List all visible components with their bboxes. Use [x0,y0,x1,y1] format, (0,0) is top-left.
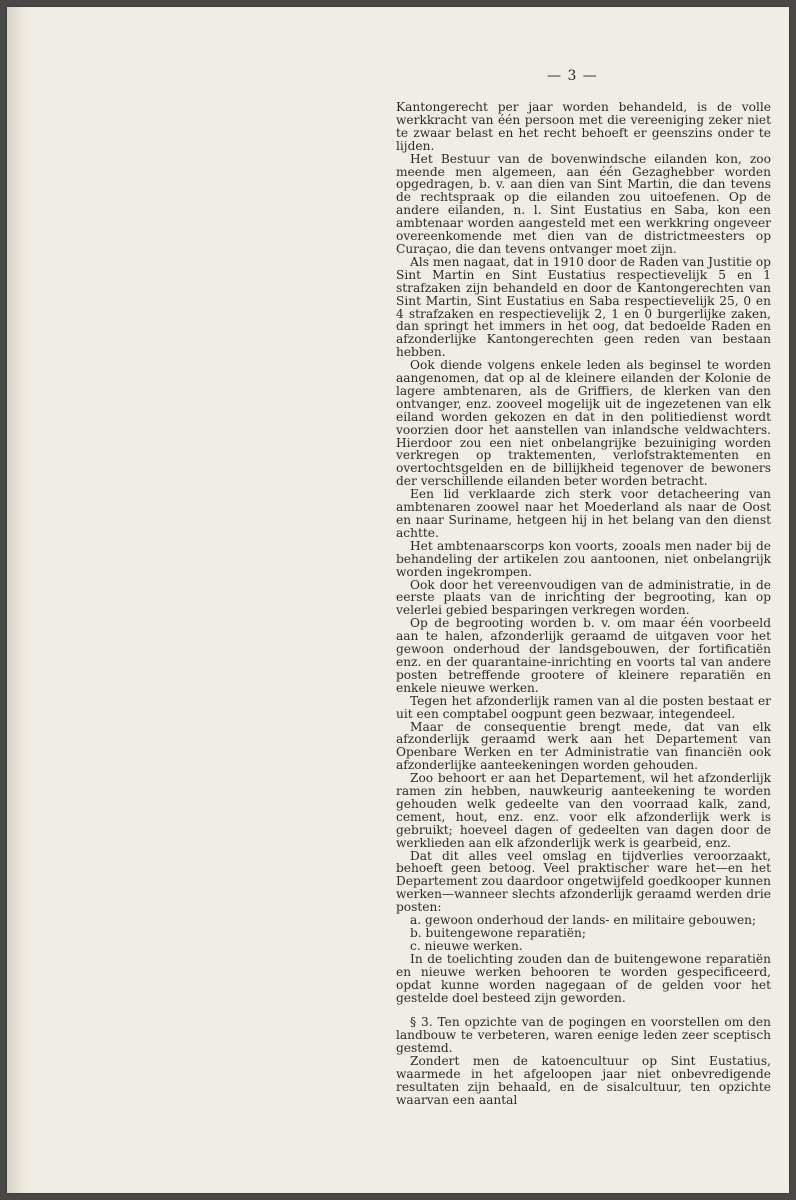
paragraph: Zoo behoort er aan het Departement, wil het afzonderlijk ramen zin hebben, nauwkeurig aanteekening te worden gehouden welk gedeelte van den voorraad kalk, zand, cement, hout, enz. enz. voor elk afzonderlijk werk is gebruikt; hoeveel dagen of gedeelten van dagen door de werklieden aan elk afzonderlijk werk is gearbeid, enz. [396,771,771,850]
paragraph: Een lid verklaarde zich sterk voor detacheering van ambtenaren zoowel naar het Moederland als naar de Oost en naar Suriname, hetgeen hij in het belang van den dienst achtte. [396,487,771,540]
paragraph: Tegen het afzonderlijk ramen van al die posten bestaat er uit een comptabel oogpunt geen bezwaar, integendeel. [396,693,771,721]
paragraph: Op de begrooting worden b. v. om maar één voorbeeld aan te halen, afzonderlijk geraamd de uitgaven voor het gewoon onderhoud der landsgebouwen, der fortificatiën enz. en der quarantaine-inrichting en voorts tal van andere posten betreffende grootere of kleinere reparatiën en enkele nieuwe werken. [396,616,771,695]
page-gutter [7,7,29,1193]
paragraph: Maar de consequentie brengt mede, dat van elk afzonderlijk geraamd werk aan het Departement van Openbare Werken en ter Administratie van financiën ook afzonderlijke aanteekeningen worden gehouden. [396,719,771,773]
paragraph: Zondert men de katoencultuur op Sint Eustatius, waarmede in het afgeloopen jaar niet onbevredigende resultaten zijn behaald, en de sisalcultuur, ten opzichte waarvan een aantal [396,1054,771,1107]
paragraph: Kantongerecht per jaar worden behandeld, is de volle werkkracht van één persoon met die vereeniging zeker niet te zwaar belast en het recht behoeft er geenszins onder te lijden. [396,100,771,153]
paragraph: Als men nagaat, dat in 1910 door de Raden van Justitie op Sint Martin en Sint Eustatius respectievelijk 5 en 1 strafzaken zijn behandeld en door de Kantongerechten van Sint Martin, Sint Eustatius en Saba respectievelijk 25, 0 en 4 strafzaken en respectievelijk 2, 1 en 0 burgerlijke zaken, dan springt het immers in het oog, dat bedoelde Raden en afzonderlijke Kantongerechten geen reden van bestaan hebben. [396,254,771,360]
page-number: — 3 — [547,68,598,84]
paragraph: Ook door het vereenvoudigen van de administratie, in de eerste plaats van de inrichting der begrooting, kan op velerlei gebied besparingen verkregen worden. [396,577,771,618]
paragraph: Dat dit alles veel omslag en tijdverlies veroorzaakt, behoeft geen betoog. Veel praktischer ware het—en het Departement zou daardoor ongetwijfeld goedkooper kunnen werken—wanneer slechts afzonderlijk geraamd werden drie posten: [396,848,771,915]
list-item: c. nieuwe werken. [410,938,523,953]
section-paragraph: § 3. Ten opzichte van de pogingen en voorstellen om den landbouw te verbeteren, waren eenige leden zeer sceptisch gestemd. [396,1015,771,1056]
paragraph: In de toelichting zouden dan de buitengewone reparatiën en nieuwe werken behooren te worden gespecificeerd, opdat kunne worden nagegaan of de gelden voor het gestelde doel besteed zijn geworden. [396,951,771,1005]
paragraph: Het ambtenaarscorps kon voorts, zooals men nader bij de behandeling der artikelen zou aantoonen, niet onbelangrijk worden ingekrompen. [396,538,771,579]
paragraph: Het Bestuur van de bovenwindsche eilanden kon, zoo meende men algemeen, aan één Gezaghebber worden opgedragen, b. v. aan dien van Sint Martin, die dan tevens de rechtspraak op die eilanden zou uitoefenen. Op de andere eilanden, n. l. Sint Eustatius en Saba, kon een ambtenaar worden aangesteld met een werkkring ongeveer overeenkomende met dien van de districtmeesters op Curaçao, die dan tevens ontvanger moet zijn. [396,151,771,256]
body-text [396,101,771,1107]
document-page [7,7,789,1193]
list-item: a. gewoon onderhoud der lands- en militaire gebouwen; [410,913,757,928]
paragraph: Ook diende volgens enkele leden als beginsel te worden aangenomen, dat op al de kleinere eilanden der Kolonie de lagere ambtenaren, als de Griffiers, de klerken van den ontvanger, enz. zooveel mogelijk uit de ingezetenen van elk eiland worden gekozen en dat in den politiedienst wordt voorzien door het aanstellen van inlandsche veldwachters. Hierdoor zou een niet onbelangrijke bezuiniging worden verkregen op traktementen, verlofstraktementen en overtochtsgelden en de billijkheid tegenover de bewoners der verschillende eilanden beter worden betracht. [396,358,771,489]
list-item: b. buitengewone reparatiën; [410,926,586,940]
